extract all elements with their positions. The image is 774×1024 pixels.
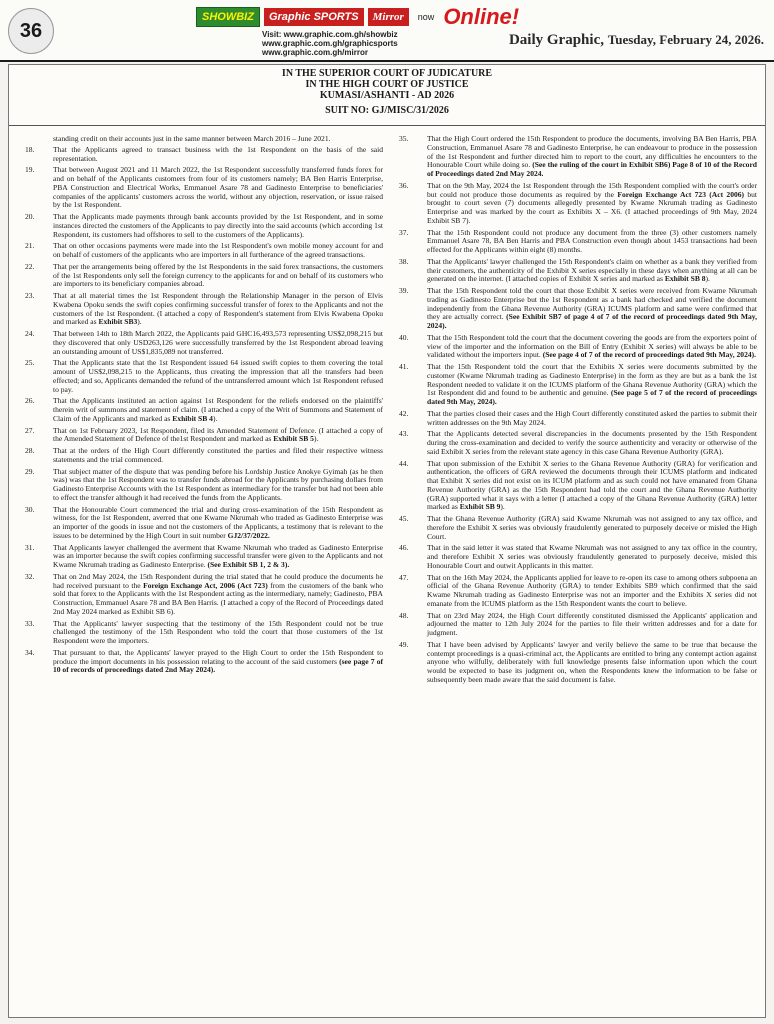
paragraph-49: 49. That I have been advised by Applicants' lawyer and verily believe the same to be true that because the contempt proceedings is a quasi-criminal act, the Applicants are entitled to bring any contempt action against anyone who wilfully, deliberately with full knowledge presents false information upon which the court would be expected to base its judgment on, when the Respondents knew the information to be false or subsequently been made aware that the said document is false. (399, 639, 757, 684)
showbiz-logo: SHOWBIZ (196, 7, 260, 27)
paragraph-33: 33. That the Applicants' lawyer suspecting that the testimony of the 15th Respondent could not be true challenged the testimony of the 15th Respondent who told the court that those customers of the 1st Respondent were the importers. (25, 618, 383, 645)
paragraph-37: 37. That the 15th Respondent could not produce any document from the three (3) other customers namely Emmanuel Asare 78, BA Ben Harris and PBA Construction even though about 1453 transactions had been effected for the Applicants within eight (8) months. (399, 227, 757, 254)
paragraph-40: 40. That the 15th Respondent told the court that the document covering the goods are from the exporters point of view of the importer and the information on the Bill of Entry (Exhibit X series) will always be able to be validated without the importers input. (See page 4 of 7 of the record of proceedings dated 9th May, 2024). (399, 332, 757, 360)
paragraph-48: 48. That on 23rd May 2024, the High Court differently constituted dismissed the Applicants' application and adjourned the matter to 12th July 2024 for the parties to file their written addresses and for a date for judgment. (399, 610, 757, 637)
masthead (0, 0, 774, 62)
paragraph-24: 24. That between 14th to 18th March 2022, the Applicants paid GHC16,493,573 representing US$2,098,215 but they discovered that only USD263,126 were successfully transferred by the 1st Respondent abroad leaving an outstanding amount of US$1,835,089 not transferred. (25, 329, 383, 356)
paragraph-20: 20. That the Applicants made payments through bank accounts provided by the 1st Respondent, and in some instances directed the customers of the Applicants to pay directly into the said accounts (which according 1st Respondent, its customers had offshores to sell to the customers of the Applicants). (25, 212, 383, 239)
paper-name: Daily Graphic, (508, 32, 604, 48)
paragraph-21: 21. That on other occasions payments were made into the 1st Respondent's own mobile money account for and on behalf of customers of the applicants who are importers in all furtherance of the agreed transactions. (25, 241, 383, 259)
paragraph-47: 47. That on the 16th May 2024, the Applicants applied for leave to re-open its case to among others subpoena an official of the Ghana Revenue Authority (GRA) to tender Exhibits SB9 which confirmed that the said Kwame Nkrumah trading as Gadinesto Enterprise was not an importer and the Exhibits X series did not emanate from the ICUMS platform as the 15th Respondent wants the court to believe. (399, 572, 757, 608)
paragraph-25: 25. That the Applicants state that the 1st Respondent issued 64 issued swift copies to them covering the total amount of US$2,098,215 to the Applicants, thus creating the impression that all the transfers had been effected; and so, Applicants demanded the refund of the untransferred amount which 1st Respondent refused to pay. (25, 358, 383, 394)
court-line-1: IN THE SUPERIOR COURT OF JUDICATURE (281, 68, 493, 79)
paragraph-46: 46. That in the said letter it was stated that Kwame Nkrumah was not assigned to any tax office in the country, and therefore Exhibit X series was obviously fraudulently generated to purposely deceive, misled this Honourable Court and outwit Applicants in this matter. (399, 543, 757, 570)
paragraph-27: 27. That on 1st February 2023, 1st Respondent, filed its Amended Statement of Defence. (I attached a copy of the Amended Statement of Defence of the1st Respondent and marked as Exhibit SB 5). (25, 425, 383, 444)
website-urls (262, 30, 398, 57)
paragraph-42: 42. That the parties closed their cases and the High Court differently constituted asked the parties to submit their written addresses on the 9th May 2024. (399, 408, 757, 427)
paragraph-45: 45. That the Ghana Revenue Authority (GRA) said Kwame Nkrumah was not assigned to any tax office, and therefore the Exhibit X series was obviously fraudulently generated to purposely deceive or misled the High Court. (399, 514, 757, 541)
paragraph-30: 30. That the Honourable Court commenced the trial and during cross-examination of the 15th Respondent as witness, for the 1st Respondent, averred that one Kwame Nkrumah who traded as Gadinesto Enterprise was an importer of the goods in issue and not the customers of the Applicants, a testimony that is relevant to the issues to be determined by the High Court in suit number GJ2/37/2022. (25, 504, 383, 540)
left-column (25, 135, 383, 678)
paragraph-32: 32. That on 2nd May 2024, the 15th Respondent during the trial stated that he could produce the documents he had received pursuant to the Foreign Exchange Act, 2006 (Act 723) from the customers of the bank who sold that forex to the Applicants with the 1st Respondent acting as the intermediary, namely; Gadinesto, PBA Construction, Emmanuel Asare 78 and BA Ben Harris. (I attached a copy of the Record of Proceedings dated 2nd May 2024 marked as Exhibit SB 6). (25, 571, 384, 616)
paragraph-23: 23. That at all material times the 1st Respondent through the Relationship Manager in the person of Elvis Kwabena Opoku sends the swift copies confirming successful transfer of forex to the Applicants and not the customers of the 1st Respondent. (I attached a copy of Respondent's statement from Elvis Kwabena Opoku and marked as Exhibit SB3). (25, 291, 383, 327)
paragraph-31: 31. That Applicants lawyer challenged the averment that Kwame Nkrumah who traded as Gadinesto Enterprise was an importer because the swift copies confirming successful transfer were given to the Applicants and not Kwame Nkrumah trading as Gadinesto Enterprise. (See Exhibit SB 1, 2 & 3). (25, 542, 383, 569)
paragraph-41: 41. That the 15th Respondent told the court that the Exhibits X series were documents submitted by the customer (Kwame Nkrumah trading as Gadinesto Enterprise) in the form as they are but as a bank the 1st Respondent needed to validate it on the ICUMS platform of the Ghana Revenue Authority (GRA) which the 1st Respondent did and found to be authentic and genuine. (See page 5 of 7 of the record of proceedings dated 9th May, 2024). (399, 362, 757, 406)
paragraph-28: 28. That at the orders of the High Court differently constituted the parties and filed their respective witness statements and the trial commenced. (25, 446, 383, 464)
paragraph-44: 44. That upon submission of the Exhibit X series to the Ghana Revenue Authority (GRA) for verification and authentication, the officers of GRA reviewed the documents through their ICUMS platform and indicated that Exhibit X series did not exist on its ICUM platform and as such could not have emanated from Ghana Revenue Authority (GRA) as the 15th Respondent had told the court and the Ghana Revenue Authority (GRA) supported what it says with a letter (I attached a copy of the Ghana Revenue Authority (GRA) letter marked as Exhibit SB 9). (399, 458, 757, 512)
court-notice (8, 64, 766, 1018)
paragraph-26: 26. That the Applicants instituted an action against 1st Respondent for the reliefs endorsed on the plaintiffs' therein writ of summons and statement of claim. (I attached a copy of the Writ of Summons and Statement of Claim of the Applicants and marked as Exhibit SB 4). (25, 396, 383, 423)
paragraph-36: 36. That on the 9th May, 2024 the 1st Respondent through the 15th Respondent complied with the court's order but could not produce those documents as required by the Foreign Exchange Act 723 (Act 2006) but brought to court seven (7) documents allegedly presented by Kwame Nkrumah trading as Gadinesto Enterprise and was marked by the court as Exhibits X – X6. (I attached proceedings of 9th May, 2024 Exhibit SB 7). (399, 180, 758, 225)
paper-dateline (509, 32, 764, 49)
paragraph-39: 39. That the 15th Respondent told the court that those Exhibit X series were received from Kwame Nkrumah trading as Gadinesto Enterprise but the 1st Respondent as a bank had checked and verified the document independently from the Ghana Revenue Authority (GRA) ICUMS platform and same were confirmed that they are actually correct. (See Exhibit SB7 of page 4 of 7 of the record of proceedings dated 9th May, 2024). (399, 286, 757, 330)
continued-text: standing credit on their accounts just in the same manner between March 2016 – June 2021. (53, 134, 331, 143)
paragraph-38: 38. That the Applicants' lawyer challenged the 15th Respondent's claim on whether as a bank they verified from their customers, the authenticity of the Exhibit X series especially in these days when anything at all can be generated on the internet. (I attached copies of Exhibit X series and marked as Exhibit SB 8). (399, 256, 757, 284)
paragraph-43: 43. That the Applicants detected several discrepancies in the documents presented by the 15th Respondent during the cross-examination and decided to verify the source authenticity and veracity or otherwise of the said Exhibit X series from the relevant state agency in this case Ghana Revenue Authority (GRA). (399, 429, 757, 456)
url-showbiz: Visit: www.graphic.com.gh/showbiz (262, 30, 398, 39)
right-column (399, 135, 757, 688)
paragraph-29: 29. That subject matter of the dispute that was pending before his Lordship Justice Anokye Gyimah (as he then was) was that the 1st Respondent was to transfer funds abroad for the Applicants by purchasing dollars from Gadinesto Enterprise Accounts with the 1st Respondent as intermediary for the transfer but had not been able to effect the transfer although it had received the funds from the Applicants. (25, 466, 383, 502)
online-logo: Online! (443, 4, 520, 29)
graphic-sports-logo: Graphic SPORTS (264, 8, 364, 26)
url-sports: www.graphic.com.gh/graphicsports (262, 39, 398, 48)
court-line-2: IN THE HIGH COURT OF JUSTICE (305, 79, 469, 90)
court-heading (9, 65, 765, 101)
url-mirror: www.graphic.com.gh/mirror (262, 48, 368, 57)
brand-logos (196, 6, 519, 28)
issue-date: Tuesday, February 24, 2026. (607, 32, 764, 47)
suit-number: SUIT NO: GJ/MISC/31/2026 (325, 105, 449, 116)
paragraph-18: 18. That the Applicants agreed to transact business with the 1st Respondent on the basis of the said representation. (25, 144, 383, 163)
court-line-3: KUMASI/ASHANTI - AD 2026 (319, 90, 455, 101)
header-divider (9, 125, 765, 126)
page-number: 36 (8, 8, 54, 54)
mirror-logo: Mirror (368, 8, 409, 26)
paragraph-35: 35. That the High Court ordered the 15th Respondent to produce the documents, involving BA Ben Harris, PBA Construction, Emmanuel Asare 78 and Gadinesto Enterprise, he can endeavour to produce in the possession of the 1st Respondent and further directed him to report to the court, any difficulties he encounters to the Honourable Court while doing so. (See the ruling of the court in Exhibit SB6) Page 8 of 10 of the Record of Proceedings dated 2nd May 2024. (399, 134, 758, 178)
now-label: now (417, 12, 435, 22)
paragraph-22: 22. That per the arrangements being offered by the 1st Respondents in the said forex transactions, the customers of the 1st Respondents only sell the foreign currency to the applicants for and on behalf of its customers who are importers to its beneficiary companies abroad. (25, 261, 383, 289)
paragraph-19: 19. That between August 2021 and 11 March 2022, the 1st Respondent successfully transferred funds forex for and on behalf of the Applicants customers from four of its customers namely; BA Ben Harris Enterprise, PBA Construction and Electrical Works, Emmanuel Asare 78 and Gadinesto Enterprise to beneficiaries' companies of the applicants' customers across the world, without any objection, reservation, or issue raised by the 1st Respondent. (25, 165, 383, 210)
paragraph-34: 34. That pursuant to that, the Applicants' lawyer prayed to the High Court to order the 15th Respondent to produce the import documents in his possession relating to the account of the said customers (see page 7 of 10 of records of proceedings dated 2nd May 2024). (25, 647, 383, 675)
